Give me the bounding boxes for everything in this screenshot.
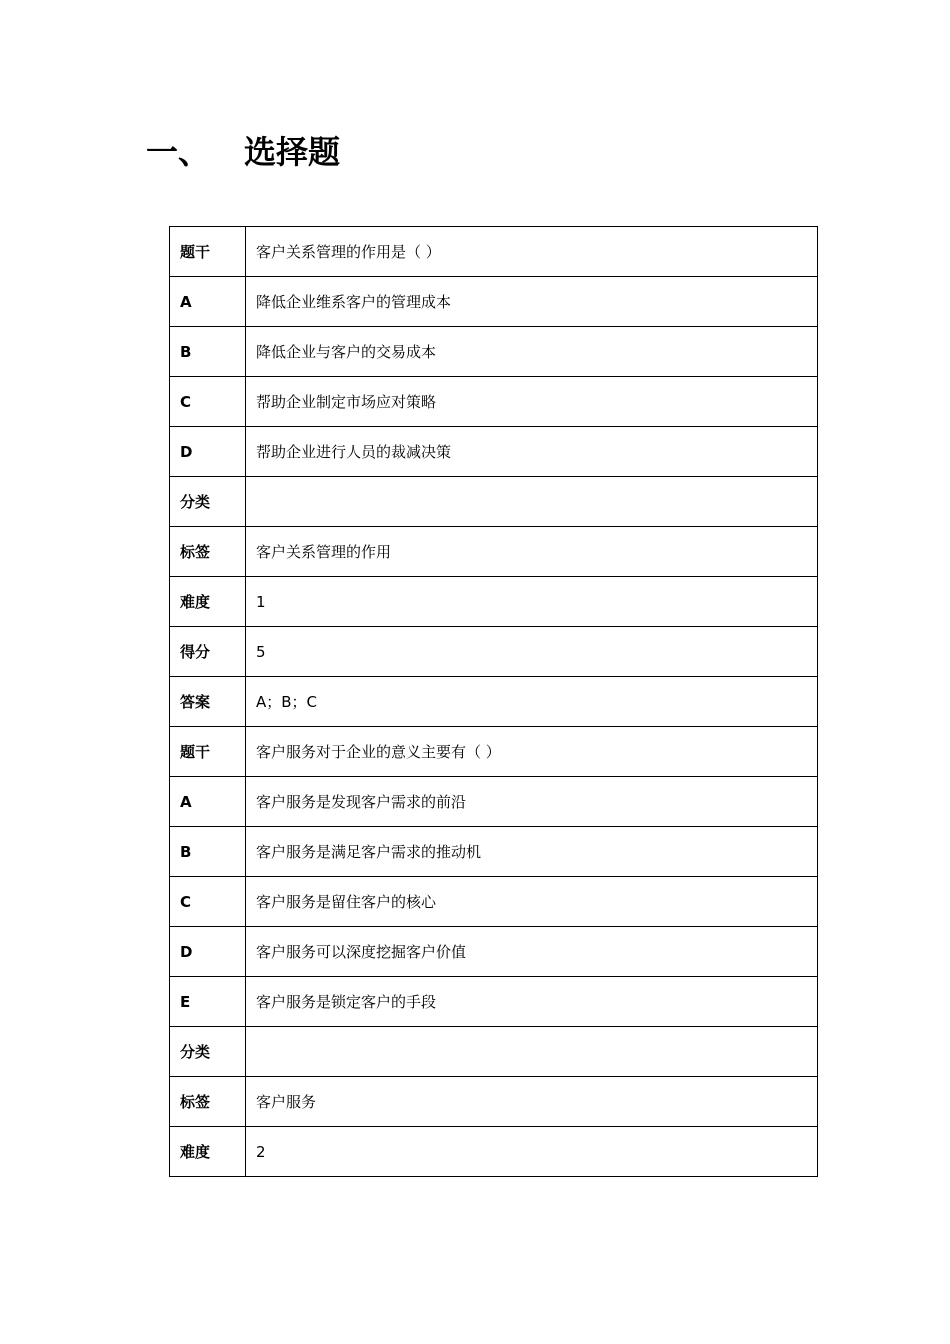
table-row — [170, 227, 818, 277]
field-value: 降低企业维系客户的管理成本 — [246, 277, 818, 327]
field-label: A — [170, 777, 246, 827]
field-label: C — [170, 377, 246, 427]
question-table — [169, 226, 818, 1177]
table-row — [170, 677, 818, 727]
field-label: 得分 — [170, 627, 246, 677]
field-value: 1 — [246, 577, 818, 627]
field-label: A — [170, 277, 246, 327]
field-value: 帮助企业进行人员的裁减决策 — [246, 427, 818, 477]
table-row — [170, 877, 818, 927]
table-row — [170, 577, 818, 627]
table-row — [170, 777, 818, 827]
field-value: 降低企业与客户的交易成本 — [246, 327, 818, 377]
field-value — [246, 1027, 818, 1077]
field-value: 客户服务 — [246, 1077, 818, 1127]
field-value: 客户服务是留住客户的核心 — [246, 877, 818, 927]
table-row — [170, 1077, 818, 1127]
field-value — [246, 477, 818, 527]
section-heading — [146, 130, 340, 174]
field-label: D — [170, 427, 246, 477]
table-row — [170, 477, 818, 527]
field-value: 客户服务是发现客户需求的前沿 — [246, 777, 818, 827]
section-number: 一、 — [146, 133, 211, 171]
table-row — [170, 977, 818, 1027]
field-value: 客户关系管理的作用是（ ） — [246, 227, 818, 277]
field-label: B — [170, 827, 246, 877]
table-row — [170, 427, 818, 477]
field-label: 难度 — [170, 1127, 246, 1177]
field-value: 客户服务对于企业的意义主要有（ ） — [246, 727, 818, 777]
field-label: 难度 — [170, 577, 246, 627]
field-label: 分类 — [170, 1027, 246, 1077]
table-row — [170, 277, 818, 327]
field-value: 客户关系管理的作用 — [246, 527, 818, 577]
table-row — [170, 827, 818, 877]
field-label: B — [170, 327, 246, 377]
field-label: 答案 — [170, 677, 246, 727]
table-row — [170, 1127, 818, 1177]
field-label: C — [170, 877, 246, 927]
field-value: 5 — [246, 627, 818, 677]
field-value: 2 — [246, 1127, 818, 1177]
field-value: 客户服务是满足客户需求的推动机 — [246, 827, 818, 877]
field-label: 分类 — [170, 477, 246, 527]
field-label: 题干 — [170, 227, 246, 277]
field-label: 标签 — [170, 1077, 246, 1127]
table-row — [170, 527, 818, 577]
field-label: 题干 — [170, 727, 246, 777]
field-value: 帮助企业制定市场应对策略 — [246, 377, 818, 427]
field-label: E — [170, 977, 246, 1027]
table-row — [170, 927, 818, 977]
table-row — [170, 327, 818, 377]
field-label: 标签 — [170, 527, 246, 577]
table-row — [170, 727, 818, 777]
field-value: 客户服务是锁定客户的手段 — [246, 977, 818, 1027]
field-label: D — [170, 927, 246, 977]
field-value: A；B；C — [246, 677, 818, 727]
table-row — [170, 1027, 818, 1077]
section-title: 选择题 — [244, 133, 341, 171]
table-row — [170, 627, 818, 677]
field-value: 客户服务可以深度挖掘客户价值 — [246, 927, 818, 977]
table-row — [170, 377, 818, 427]
